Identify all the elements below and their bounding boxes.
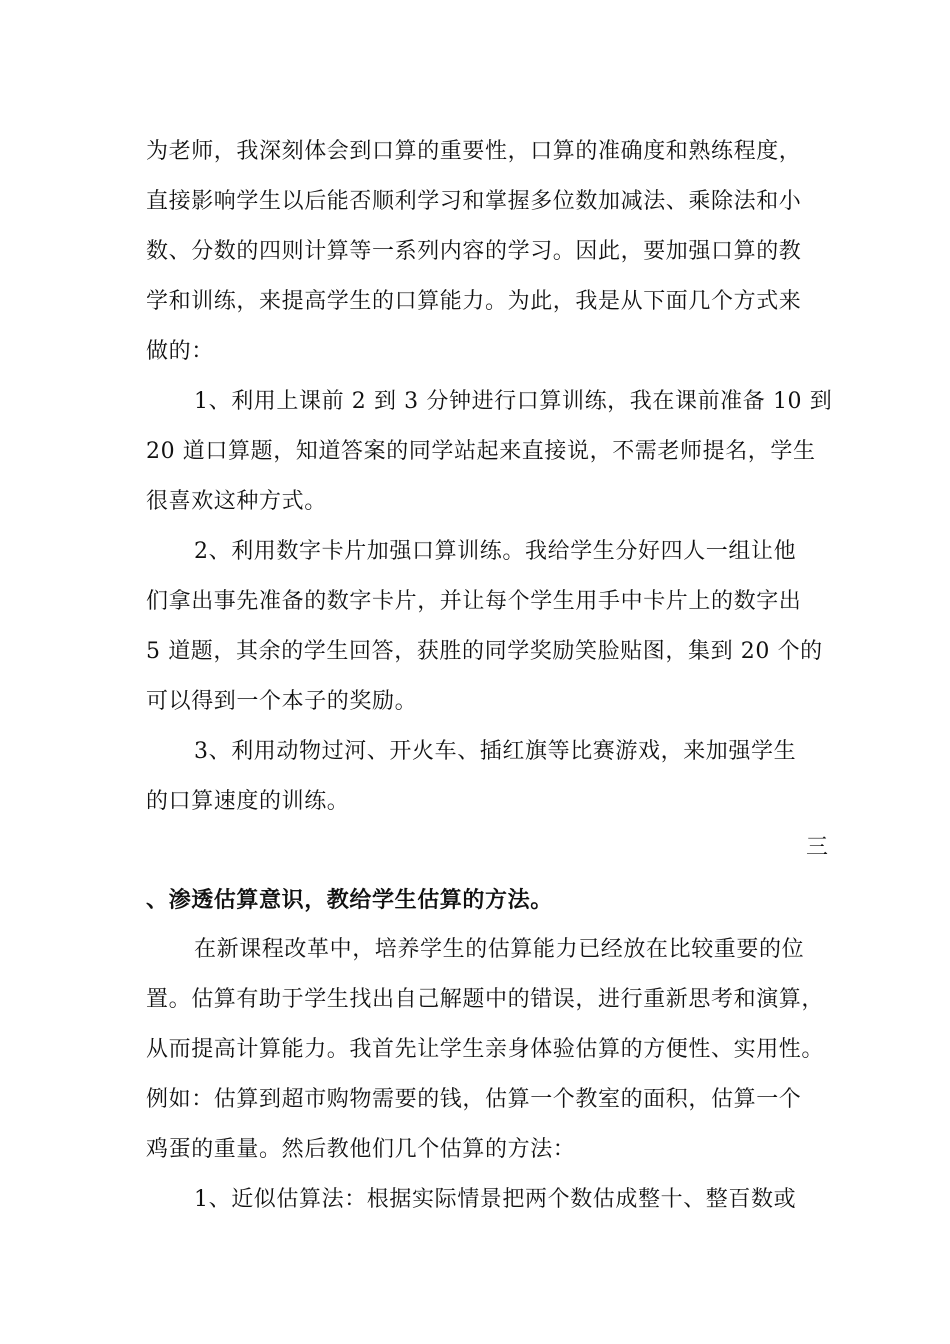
paragraph-line: 做的： [146,339,214,364]
paragraph-line: 数、分数的四则计算等一系列内容的学习。因此，要加强口算的教 [146,239,802,264]
paragraph-line: 置。估算有助于学生找出自己解题中的错误，进行重新思考和演算， [146,987,825,1012]
list-item-line: 2、利用数字卡片加强口算训练。我给学生分好四人一组让他 [194,539,797,564]
list-item-line: 5 道题，其余的学生回答，获胜的同学奖励笑脸贴图，集到 20 个的 [146,639,823,664]
list-item-line: 们拿出事先准备的数字卡片，并让每个学生用手中卡片上的数字出 [146,589,802,614]
paragraph-line: 从而提高计算能力。我首先让学生亲身体验估算的方便性、实用性。 [146,1037,825,1062]
list-item-line: 很喜欢这种方式。 [146,489,327,514]
paragraph-line: 为老师，我深刻体会到口算的重要性，口算的准确度和熟练程度， [146,139,802,164]
paragraph-line: 例如：估算到超市购物需要的钱，估算一个教室的面积，估算一个 [146,1087,802,1112]
section-number: 三 [806,835,829,860]
list-item-line: 可以得到一个本子的奖励。 [146,689,418,714]
list-item-line: 1、利用上课前 2 到 3 分钟进行口算训练，我在课前准备 10 到 [194,389,833,414]
paragraph-line: 学和训练，来提高学生的口算能力。为此，我是从下面几个方式来 [146,289,802,314]
section-heading: 、渗透估算意识，教给学生估算的方法。 [146,887,553,913]
list-item-line: 1、近似估算法：根据实际情景把两个数估成整十、整百数或 [194,1187,797,1212]
paragraph-line: 鸡蛋的重量。然后教他们几个估算的方法： [146,1137,576,1162]
list-item-line: 的口算速度的训练。 [146,789,350,814]
paragraph-line: 在新课程改革中，培养学生的估算能力已经放在比较重要的位 [194,937,805,962]
list-item-line: 3、利用动物过河、开火车、插红旗等比赛游戏，来加强学生 [194,739,797,764]
list-item-line: 20 道口算题，知道答案的同学站起来直接说，不需老师提名，学生 [146,439,816,464]
paragraph-line: 直接影响学生以后能否顺利学习和掌握多位数加减法、乘除法和小 [146,189,802,214]
